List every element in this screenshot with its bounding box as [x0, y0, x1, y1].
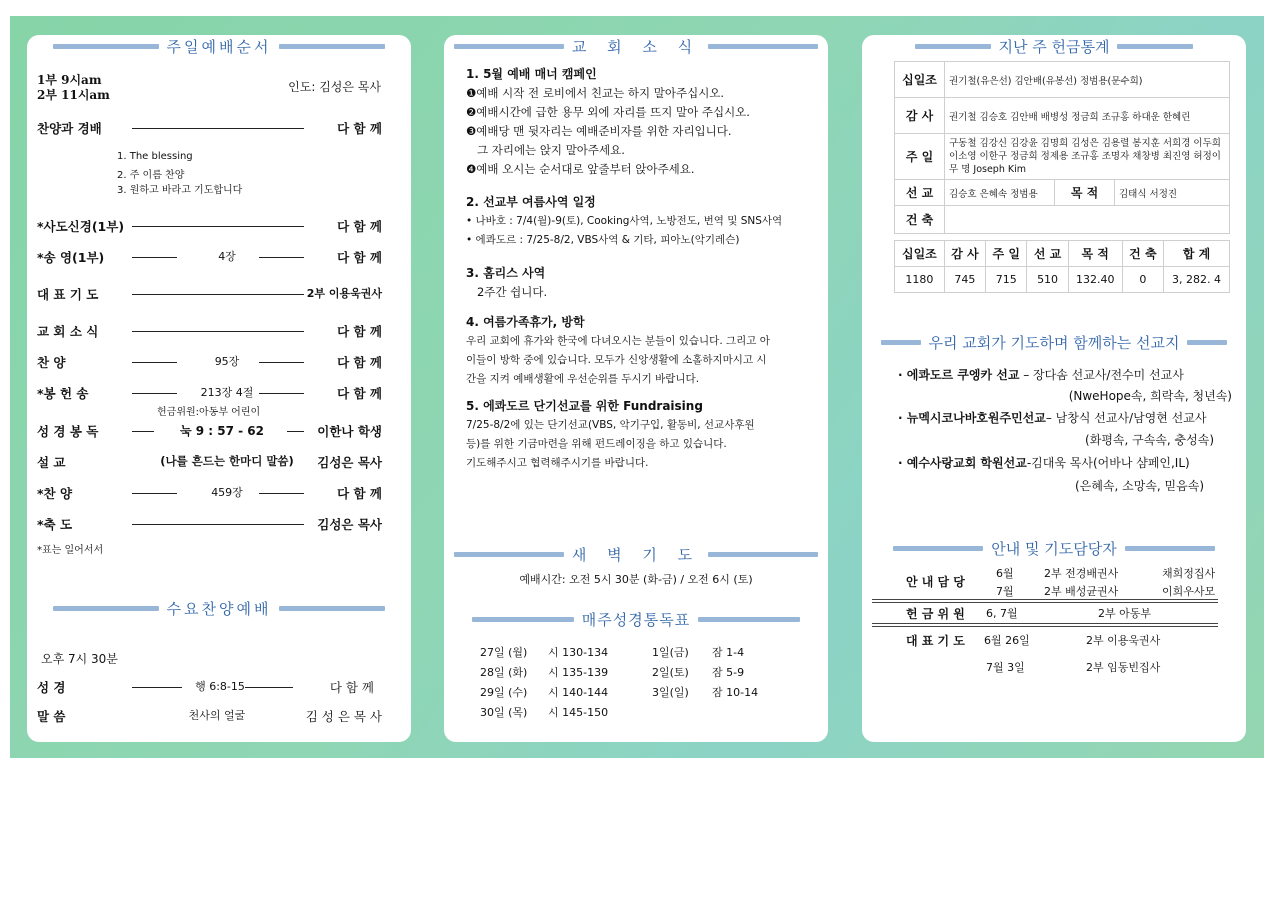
- reading-ref: 잠 5-9: [712, 666, 745, 679]
- reading-day: 28일 (화): [480, 666, 528, 679]
- news-item: 5. 에콰도르 단기선교를 위한 Fundraising 7/25-8/2에 있는 단기선교(VBS, 악기구입, 활동비, 선교사후원 등)를 위한 기금마련을 위해 펀드레이징을 하고 있습니다. 기도해주시고 협력해주시기를 바랍니다.: [466, 399, 755, 469]
- order-item: 교 회 소 식 다 함 께: [37, 324, 382, 339]
- reading-ref: 시 145-150: [548, 706, 609, 719]
- guide-month: 7월: [996, 585, 1014, 598]
- dawn-prayer-time: 예배시간: 오전 5시 30분 (화-금) / 오전 6시 (토): [519, 573, 753, 586]
- mission-item: · 뉴멕시코나바호원주민선교– 남창식 선교사/남영현 선교사: [898, 411, 1207, 425]
- rep-prayer-who: 2부 이용욱권사: [1086, 634, 1161, 647]
- mission-item: · 예수사랑교회 학원선교-김대욱 목사(어바나 샴페인,IL): [898, 456, 1190, 470]
- reading-ref: 잠 1-4: [712, 646, 745, 659]
- offering-committee-label: 헌 금 위 원: [906, 607, 965, 621]
- guide-label: 안 내 담 당: [906, 575, 965, 589]
- reading-day: 29일 (수): [480, 686, 528, 699]
- stand-note: *표는 일어서서: [37, 545, 104, 556]
- news-item: 2. 선교부 여름사역 일정 • 나바호 : 7/4(월)-9(토), Cooking사역, 노방전도, 번역 및 SNS사역 • 에콰도르 : 7/25-8/2, VBS사역 & 기타, 피아노(악기레슨): [466, 195, 783, 246]
- order-item: *축 도 김성은 목사: [37, 517, 382, 532]
- reading-ref: 시 130-134: [548, 646, 609, 659]
- mission-groups: (화평속, 구속속, 충성속): [1085, 433, 1214, 447]
- order-item: 찬 양 95장 다 함 께: [37, 355, 382, 370]
- reading-day: 30일 (목): [480, 706, 528, 719]
- guide-person: 2부 배성균권사: [1044, 585, 1119, 598]
- divider: [872, 599, 1218, 603]
- offering-names-table: 십일조 권기철(유은선) 김안배(유봉선) 정범용(문수희) 감 사 권기철 김승호 김안배 배병성 정금희 조규홍 하대운 한혜린 주 일 구동철 김강신 김강윤 김명희 김성은 김용렬 봉지훈 서희경 이두희 이소영 이한구 정금희 정제용 조규홍 조명자 채창병 최진영 허정이 무 명 Joseph Kim 선 교 김승호 은혜속 정범용 목 적 김태식 서정진 건 축: [894, 61, 1230, 234]
- mission-groups: (은혜속, 소망속, 믿음속): [1075, 479, 1204, 493]
- order-item: 대 표 기 도 2부 이용욱권사: [37, 287, 382, 302]
- news-item: 3. 홈리스 사역 2주간 쉽니다.: [466, 266, 548, 299]
- song-2: 2. 주 이름 찬양: [117, 170, 185, 181]
- wednesday-time: 오후 7시 30분: [41, 652, 118, 666]
- wednesday-worship-title: 수요찬양예배: [27, 597, 411, 619]
- mission-groups: (NweHope속, 희락속, 청년속): [1068, 389, 1232, 403]
- service-time-2: 2부 11시am: [37, 88, 110, 102]
- song-3: 3. 원하고 바라고 기도합니다: [117, 185, 243, 196]
- praise-row: 찬양과 경배 다 함 께: [37, 121, 382, 136]
- offering-stats-title: 지난 주 헌금통계: [862, 35, 1246, 57]
- dawn-prayer-title: 새 벽 기 도: [444, 543, 828, 565]
- reading-ref: 잠 10-14: [712, 686, 759, 699]
- wednesday-sermon-row: 말 씀 천사의 얼굴 김 성 은 목 사: [37, 709, 382, 724]
- reading-day: 2일(토): [652, 666, 689, 679]
- rep-prayer-date: 7월 3일: [986, 661, 1025, 674]
- mission-item: · 에콰도르 쿠엥카 선교 – 장다솜 선교사/전수미 선교사: [898, 368, 1184, 382]
- worship-order-title: 주일예배순서: [27, 35, 411, 57]
- order-item: *찬 양 459장 다 함 께: [37, 486, 382, 501]
- leader: 인도: 김성은 목사: [288, 80, 381, 94]
- bible-reading-title: 매주성경통독표: [444, 608, 828, 630]
- guide-person: 이희우사모: [1162, 585, 1216, 598]
- offering-committee-month: 6, 7월: [986, 607, 1018, 620]
- rep-prayer-label: 대 표 기 도: [906, 634, 965, 648]
- news-item: 4. 여름가족휴가, 방학 우리 교회에 휴가와 한국에 다녀오시는 분들이 있습니다. 그리고 아 이들이 방학 중에 있습니다. 모두가 신앙생활에 소홀하지마시고 시 간을 지켜 예배생활에 우선순위를 두시기 바랍니다.: [466, 315, 770, 385]
- order-item: *사도신경(1부) 다 함 께: [37, 219, 382, 234]
- reading-day: 3일(일): [652, 686, 689, 699]
- guide-person: 채희정집사: [1162, 567, 1216, 580]
- guide-month: 6월: [996, 567, 1014, 580]
- sunday-worship-panel: [27, 35, 411, 742]
- wednesday-bible-row: 성 경 행 6:8-15 다 함 께: [37, 680, 374, 695]
- divider: [872, 623, 1218, 627]
- reading-day: 1일(금): [652, 646, 689, 659]
- reading-ref: 시 140-144: [548, 686, 609, 699]
- offering-stats-panel: [862, 35, 1246, 742]
- offering-committee-who: 2부 아동부: [1098, 607, 1151, 620]
- song-1: 1. The blessing: [117, 151, 193, 162]
- news-item: 1. 5월 예배 매너 캠페인 ❶예배 시작 전 로비에서 친교는 하지 말아주십시오. ❷예배시간에 급한 용무 외에 자리를 뜨지 말아 주십시오. ❸예배당 맨 뒷자리는 예배준비자를 위한 자리입니다. 그 자리에는 앉지 말아주세요. ❹예배 오시는 순서대로 앞줄부터 앉아주세요.: [466, 67, 750, 176]
- guide-prayer-title: 안내 및 기도담당자: [862, 537, 1246, 559]
- missions-title: 우리 교회가 기도하며 함께하는 선교지: [862, 331, 1246, 353]
- reading-ref: 시 135-139: [548, 666, 609, 679]
- offering-summary-table: 십일조 감 사 주 일 선 교 목 적 건 축 합 계 1180 745 715 510 132.40 0 3, 282. 4: [894, 240, 1230, 293]
- guide-person: 2부 전경배권사: [1044, 567, 1119, 580]
- order-item: *송 영(1부) 4장 다 함 께: [37, 250, 382, 265]
- offering-note: 헌금위원:아동부 어린이: [157, 407, 261, 418]
- reading-day: 27일 (월): [480, 646, 528, 659]
- order-item: 설 교 (나를 흔드는 한마디 말씀) 김성은 목사: [37, 454, 382, 470]
- church-news-panel: [444, 35, 828, 742]
- rep-prayer-who: 2부 임동빈집사: [1086, 661, 1161, 674]
- service-time-1: 1부 9시am: [37, 73, 102, 87]
- order-item: 성 경 봉 독 눅 9 : 57 - 62 이한나 학생: [37, 424, 382, 439]
- order-item: *봉 헌 송 213장 4절 다 함 께: [37, 386, 382, 401]
- rep-prayer-date: 6월 26일: [984, 634, 1030, 647]
- church-news-title: 교 회 소 식: [444, 35, 828, 57]
